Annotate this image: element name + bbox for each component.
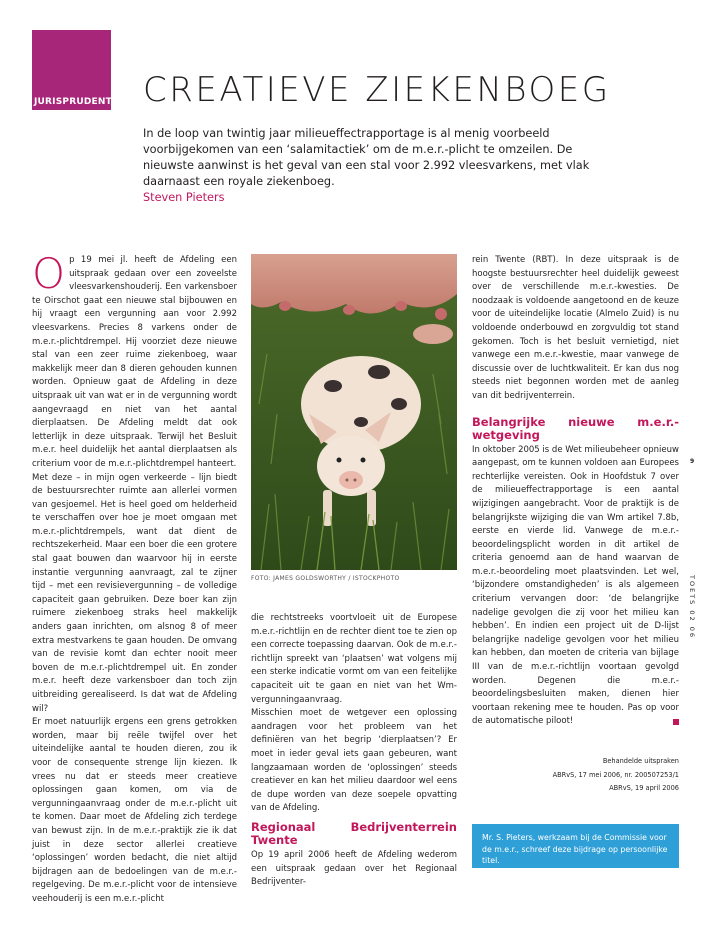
paragraph-8-text: In oktober 2005 is de Wet milieubeheer opnieuw aangepast, om te kunnen voldoen aan Europees rechterlijke vereisten. Ook in Hoofdstuk 7 over de milieueffectrapportage is een aantal wijzigingen aangebracht. Voor de praktijk is de belangrijkste wijziging die van Wm artikel 7.8b, eerste en vierde lid. Vanwege de m.e.r.-beoordelingsplicht worden in dit artikel de criteria genoemd aan de hand waarvan de m.e.r.-beoordeling moet plaatsvinden. Let wel, ‘bijzondere omstandigheden’ is als algemeen criterium vervangen door: ‘de belangrijke nadelige gevolgen die zij voor het milieu kan hebben’. En indien een project uit de D-lijst belangrijke nadelige gevolgen voor het milieu kan hebben, dan moeten de criteria van bijlage III van de m.e.r.-richtlijn voortaan gevolgd worden. Degenen die m.e.r.-beoordelingsbesluiten maken, dienen hier voortaan rekening mee te houden. Pas op voor de automatische piloot! bbox=[472, 444, 679, 727]
paragraph-1 bbox=[32, 249, 237, 472]
reference-1: ABRvS, 17 mei 2006, nr. 200507253/1 bbox=[552, 770, 679, 779]
author-name: Steven Pieters bbox=[143, 191, 225, 204]
paragraph-3: Er moet natuurlijk ergens een grens getrokken worden, maar bij reële twijfel over het uiteindelijke aantal te houden dieren, zou ik voor de consequente strenge lijn kiezen. Ik vrees nu dat er steeds meer creatieve oplossingen gaan komen, om via de vergunningaanvraag onder de m.e.r.-plicht uit te komen. Daar moet de Afdeling zich terdege van bewust zijn. In de m.e.r.-praktijk zie ik dat juist in deze sector allerlei creatieve ‘oplossingen’ worden bedacht, die niet altijd bijdragen aan de bedoelingen van de m.e.r.-regelgeving. De m.e.r.-plicht voor de intensieve veehouderij is een m.e.r.-plicht bbox=[32, 717, 237, 904]
running-head: TOETS 02 06 bbox=[688, 575, 696, 639]
heading-twente: Regionaal Bedrijventerrein Twente bbox=[251, 819, 457, 848]
paragraph-6: Op 19 april 2006 heeft de Afdeling wederom een uitspraak gedaan over het Regionaal Bedrijventer- bbox=[251, 849, 457, 888]
column-3 bbox=[472, 254, 679, 729]
reference-2: ABRvS, 19 april 2006 bbox=[609, 784, 679, 792]
paragraph-7: rein Twente (RBT). In deze uitspraak is de hoogste bestuursrechter heel duidelijk geweest over de verschillende m.e.r.-kwesties. De noodzaak is voldoende aangetoond en de keuze voor de uiteindelijke locatie (Almelo Zuid) is nu voldoende onderbouwd en zorgvuldig tot stand gekomen. Toch is het besluit vernietigd, niet vanwege een m.e.r.-kwestie, maar vanwege de discussie over de luchtkwaliteit. Er kan dus nog steeds niet begonnen worden met de aanleg van dit bedrijventerrein. bbox=[472, 255, 679, 401]
author-bio-box: Mr. S. Pieters, werkzaam bij de Commissie voor de m.e.r., schreef deze bijdrage op persoonlijke titel. bbox=[472, 824, 679, 868]
paragraph-1-text: p 19 mei jl. heeft de Afdeling een uitspraak gedaan over een zoveelste vleesvarkenshouderij. Een varkensboer te Oirschot gaat een nieuwe stal bijbouwen en hij vraagt een vergunning aan voor 2.992 vleesvarkens. Precies 8 varkens onder de m.e.r.-plichtdrempel. Hij voorziet deze nieuwe stal van een zeer ruime ziekenboeg, waar makkelijk meer dan 8 dieren gehouden kunnen worden. Opnieuw gaat de Afdeling in deze uitspraak uit van wat er in de vergunning wordt aangevraagd en niet van het aantal dierplaatsen. De Afdeling meldt dat ook letterlijk in deze uitspraak. Terwijl het Besluit m.e.r. heel duidelijk het aantal dierplaatsen als criterium voor de m.e.r.-plichtdrempel hanteert. bbox=[32, 255, 237, 469]
column-1 bbox=[32, 249, 237, 907]
page-number: 9 bbox=[690, 458, 695, 465]
references-label: Behandelde uitspraken bbox=[602, 757, 679, 765]
dropcap: O bbox=[32, 249, 66, 298]
column-2 bbox=[251, 612, 457, 890]
photo-credit: FOTO: JAMES GOLDSWORTHY / ISTOCKPHOTO bbox=[251, 575, 400, 582]
paragraph-2: Met deze – in mijn ogen verkeerde – lijn biedt de bestuursrechter ruimte aan allerlei vormen van gesjoemel. Het is heel goed om helderheid te verschaffen over hoe je moet omgaan met m.e.r.-plichtdrempels, want dat dient de rechtszekerheid. Maar een boer die een grotere stal gaat bouwen dan waarvoor hij in eerste instantie vergunning aanvraagt, zal te zijner tijd – met een revisievergunning – de volledige capaciteit gaan gebruiken. Deze boer kan zijn ruimere ziekenboeg straks heel makkelijk anders gaan inrichten, om alsnog 8 of meer extra mestvarkens te gaan houden. De omvang van de revisie komt dan echter nooit meer boven de m.e.r.-plichtdrempel uit. En zonder m.e.r. heeft deze varkensboer dan toch zijn uitbreiding gerealiseerd. Is dat wat de Afdeling wil? bbox=[32, 472, 237, 714]
piglet-illustration bbox=[251, 254, 457, 570]
piglet-photo bbox=[251, 254, 457, 570]
heading-wetgeving: Belangrijke nieuwe m.e.r.-wetgeving bbox=[472, 414, 679, 443]
paragraph-8 bbox=[472, 444, 679, 729]
intro-text bbox=[143, 126, 623, 206]
intro-body: In de loop van twintig jaar milieueffectrapportage is al menig voorbeeld voorbijgekomen van een ‘salamitactiek’ om de m.e.r.-plicht te omzeilen. De nieuwste aanwinst is het geval van een stal voor 2.992 vleesvarkens, met vlak daarnaast een royale ziekenboeg. bbox=[143, 127, 590, 188]
section-label: JURISPRUDENTIE bbox=[34, 97, 122, 107]
article-title: CREATIEVE ZIEKENBOEG bbox=[143, 70, 611, 110]
paragraph-5: Misschien moet de wetgever een oplossing aandragen voor het probleem van het definiëren van het begrip ‘dierplaatsen’? Er moet in ieder geval iets gaan gebeuren, want langzaamaan worden de ‘oplossingen’ steeds creatiever en kan het milieu daardoor wel eens de dupe worden van deze soepele opvatting van de Afdeling. bbox=[251, 708, 457, 814]
end-mark-square bbox=[673, 719, 679, 725]
paragraph-4: die rechtstreeks voortvloeit uit de Europese m.e.r.-richtlijn en de rechter dient toe te zien op een correcte toepassing daarvan. Ook de m.e.r.-richtlijn spreekt van ‘plaatsen’ wat volgens mij een sterke indicatie vormt om van een feitelijke capaciteit uit te gaan en niet van het Wm-vergunningaanvraag. bbox=[251, 613, 457, 705]
case-references bbox=[472, 755, 679, 796]
